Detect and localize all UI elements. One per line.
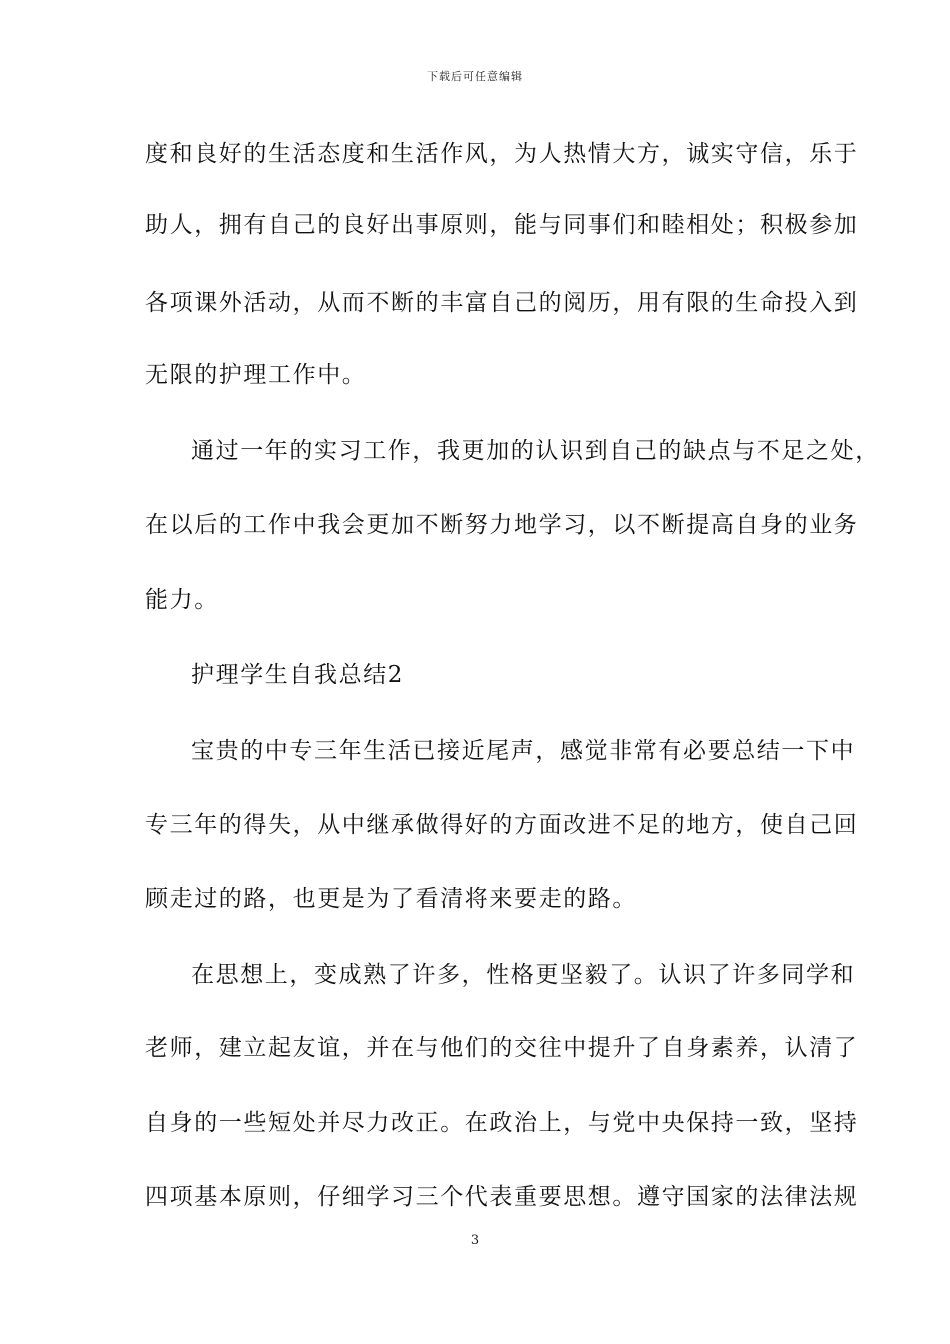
page-header: 下载后可任意编辑 [427, 70, 523, 83]
body-line: 能力。 [145, 587, 219, 613]
body-line: 度和良好的生活态度和生活作风，为人热情大方，诚实守信，乐于 [145, 141, 859, 167]
body-line: 通过一年的实习工作，我更加的认识到自己的缺点与不足之处， [191, 438, 880, 464]
section-heading: 护理学生自我总结2 [191, 662, 405, 688]
body-line: 在思想上，变成熟了许多，性格更坚毅了。认识了许多同学和 [191, 962, 856, 988]
body-line: 在以后的工作中我会更加不断努力地学习，以不断提高自身的业务 [145, 512, 859, 538]
body-line: 专三年的得失，从中继承做得好的方面改进不足的地方，使自己回 [145, 812, 859, 838]
body-line: 顾走过的路，也更是为了看清将来要走的路。 [145, 886, 637, 912]
body-line: 宝贵的中专三年生活已接近尾声，感觉非常有必要总结一下中 [191, 738, 856, 764]
body-line: 四项基本原则，仔细学习三个代表重要思想。遵守国家的法律法规 [145, 1184, 859, 1210]
body-line: 助人，拥有自己的良好出事原则，能与同事们和睦相处；积极参加 [145, 212, 859, 238]
body-line: 自身的一些短处并尽力改正。在政治上，与党中央保持一致，坚持 [145, 1110, 859, 1136]
body-line: 老师，建立起友谊，并在与他们的交往中提升了自身素养，认清了 [145, 1035, 859, 1061]
body-line: 各项课外活动，从而不断的丰富自己的阅历，用有限的生命投入到 [145, 290, 859, 316]
body-line: 无限的护理工作中。 [145, 362, 367, 388]
page-number: 3 [470, 1233, 480, 1248]
